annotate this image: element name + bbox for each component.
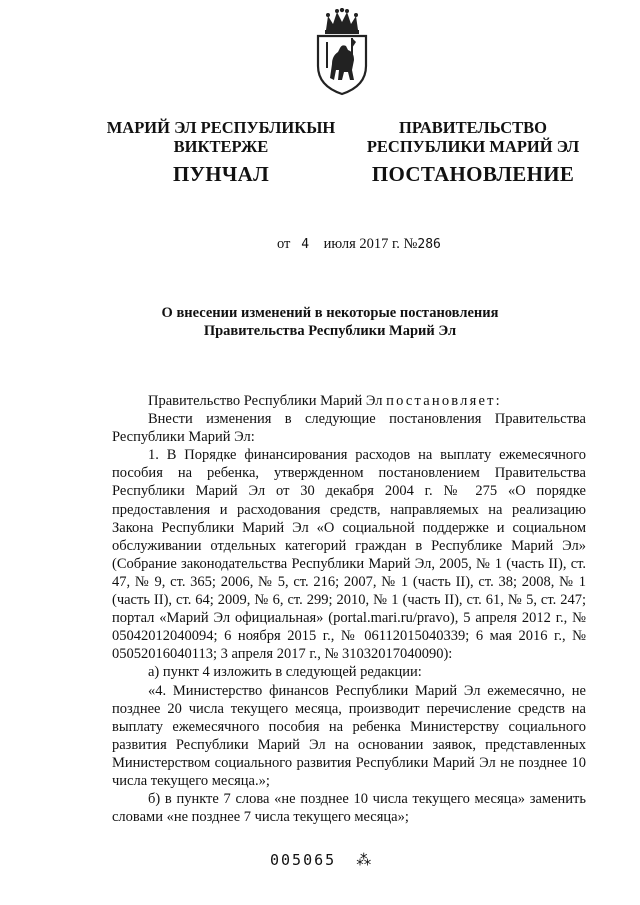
body-paragraph-5: «4. Министерство финансов Республики Марий Эл ежемесячно, не позднее 20 числа текущего месяца, производит перечисление средств на выплату ежемесячного пособия на ребенка Министерству социального развития Республики Марий Эл на основании заявок, представленных Министерством социального развития Республики Марий Эл не позднее 10 числа текущего месяца.»;: [112, 682, 586, 789]
header-left-line-1: МАРИЙ ЭЛ РЕСПУБЛИКЫН: [106, 118, 336, 137]
header-right-doc-type: ПОСТАНОВЛЕНИЕ: [371, 162, 575, 186]
p1-end: :: [495, 393, 500, 409]
header-left-line-2: ВИКТЕРЖЕ: [173, 137, 269, 156]
document-footer: [270, 851, 373, 869]
date-prefix: от: [277, 236, 291, 252]
p1-spaced-word: постановляет: [386, 393, 496, 409]
coat-of-arms-icon: [312, 8, 372, 96]
subject-line-2: Правительства Республики Марий Эл: [203, 323, 457, 339]
footer-mark-icon: ⁂: [356, 851, 374, 869]
body-paragraph-3: 1. В Порядке финансирования расходов на выплату ежемесячного пособия на ребенка, утвержденном постановлением Правительства Республики Марий Эл от 30 декабря 2004 г. № 275 «О порядке предоставления и расходования средств, направляемых на реализацию Закона Республики Марий Эл «О социальной поддержке и социальном обслуживании отдельных категорий граждан в Республике Марий Эл» (Собрание законодательства Республики Марий Эл, 2005, № 1 (часть II), ст. 47, № 9, ст. 365; 2006, № 5, ст. 216; 2007, № 1 (часть II), ст. 38; 2008, № 1 (часть II), ст. 64; 2009, № 6, ст. 299; 2010, № 1 (часть II), ст. 61, № 5, ст. 247; портал «Марий Эл официальная» (portal.mari.ru/pravo), 5 апреля 2012 г., № 05042012040094; 6 ноября 2015 г., № 06112015040339; 6 мая 2016 г., № 05052016040113; 3 апреля 2017 г., № 31032017040090):: [112, 447, 586, 663]
header-right-line-1: ПРАВИТЕЛЬСТВО: [399, 118, 547, 137]
body-paragraph-4: а) пункт 4 изложить в следующей редакции:: [148, 664, 422, 681]
document-body: [112, 392, 586, 826]
date-day: 4: [301, 237, 310, 252]
document-subject: [120, 304, 540, 340]
header-left-doc-type: ПУНЧАЛ: [172, 162, 270, 186]
header-right: [366, 118, 580, 186]
subject-line-1: О внесении изменений в некоторые постановления: [161, 305, 499, 321]
document-date-line: [277, 236, 441, 253]
crown-icon: [325, 8, 359, 34]
body-paragraph-2: Внести изменения в следующие постановления Правительства Республики Марий Эл:: [112, 411, 586, 446]
p1-start: Правительство Республики Марий Эл: [148, 393, 383, 409]
sword-icon: [326, 42, 328, 68]
body-paragraph-6: б) в пункте 7 слова «не позднее 10 числа текущего месяца» заменить словами «не позднее 7 числа текущего месяца»;: [112, 791, 586, 826]
date-month-year: июля 2017 г. №: [323, 236, 418, 252]
body-paragraph-1: [112, 392, 586, 410]
serial-number: 005065: [270, 851, 337, 869]
document-number: 286: [417, 237, 441, 252]
header-left: [96, 118, 346, 186]
header-right-line-2: РЕСПУБЛИКИ МАРИЙ ЭЛ: [366, 137, 580, 156]
